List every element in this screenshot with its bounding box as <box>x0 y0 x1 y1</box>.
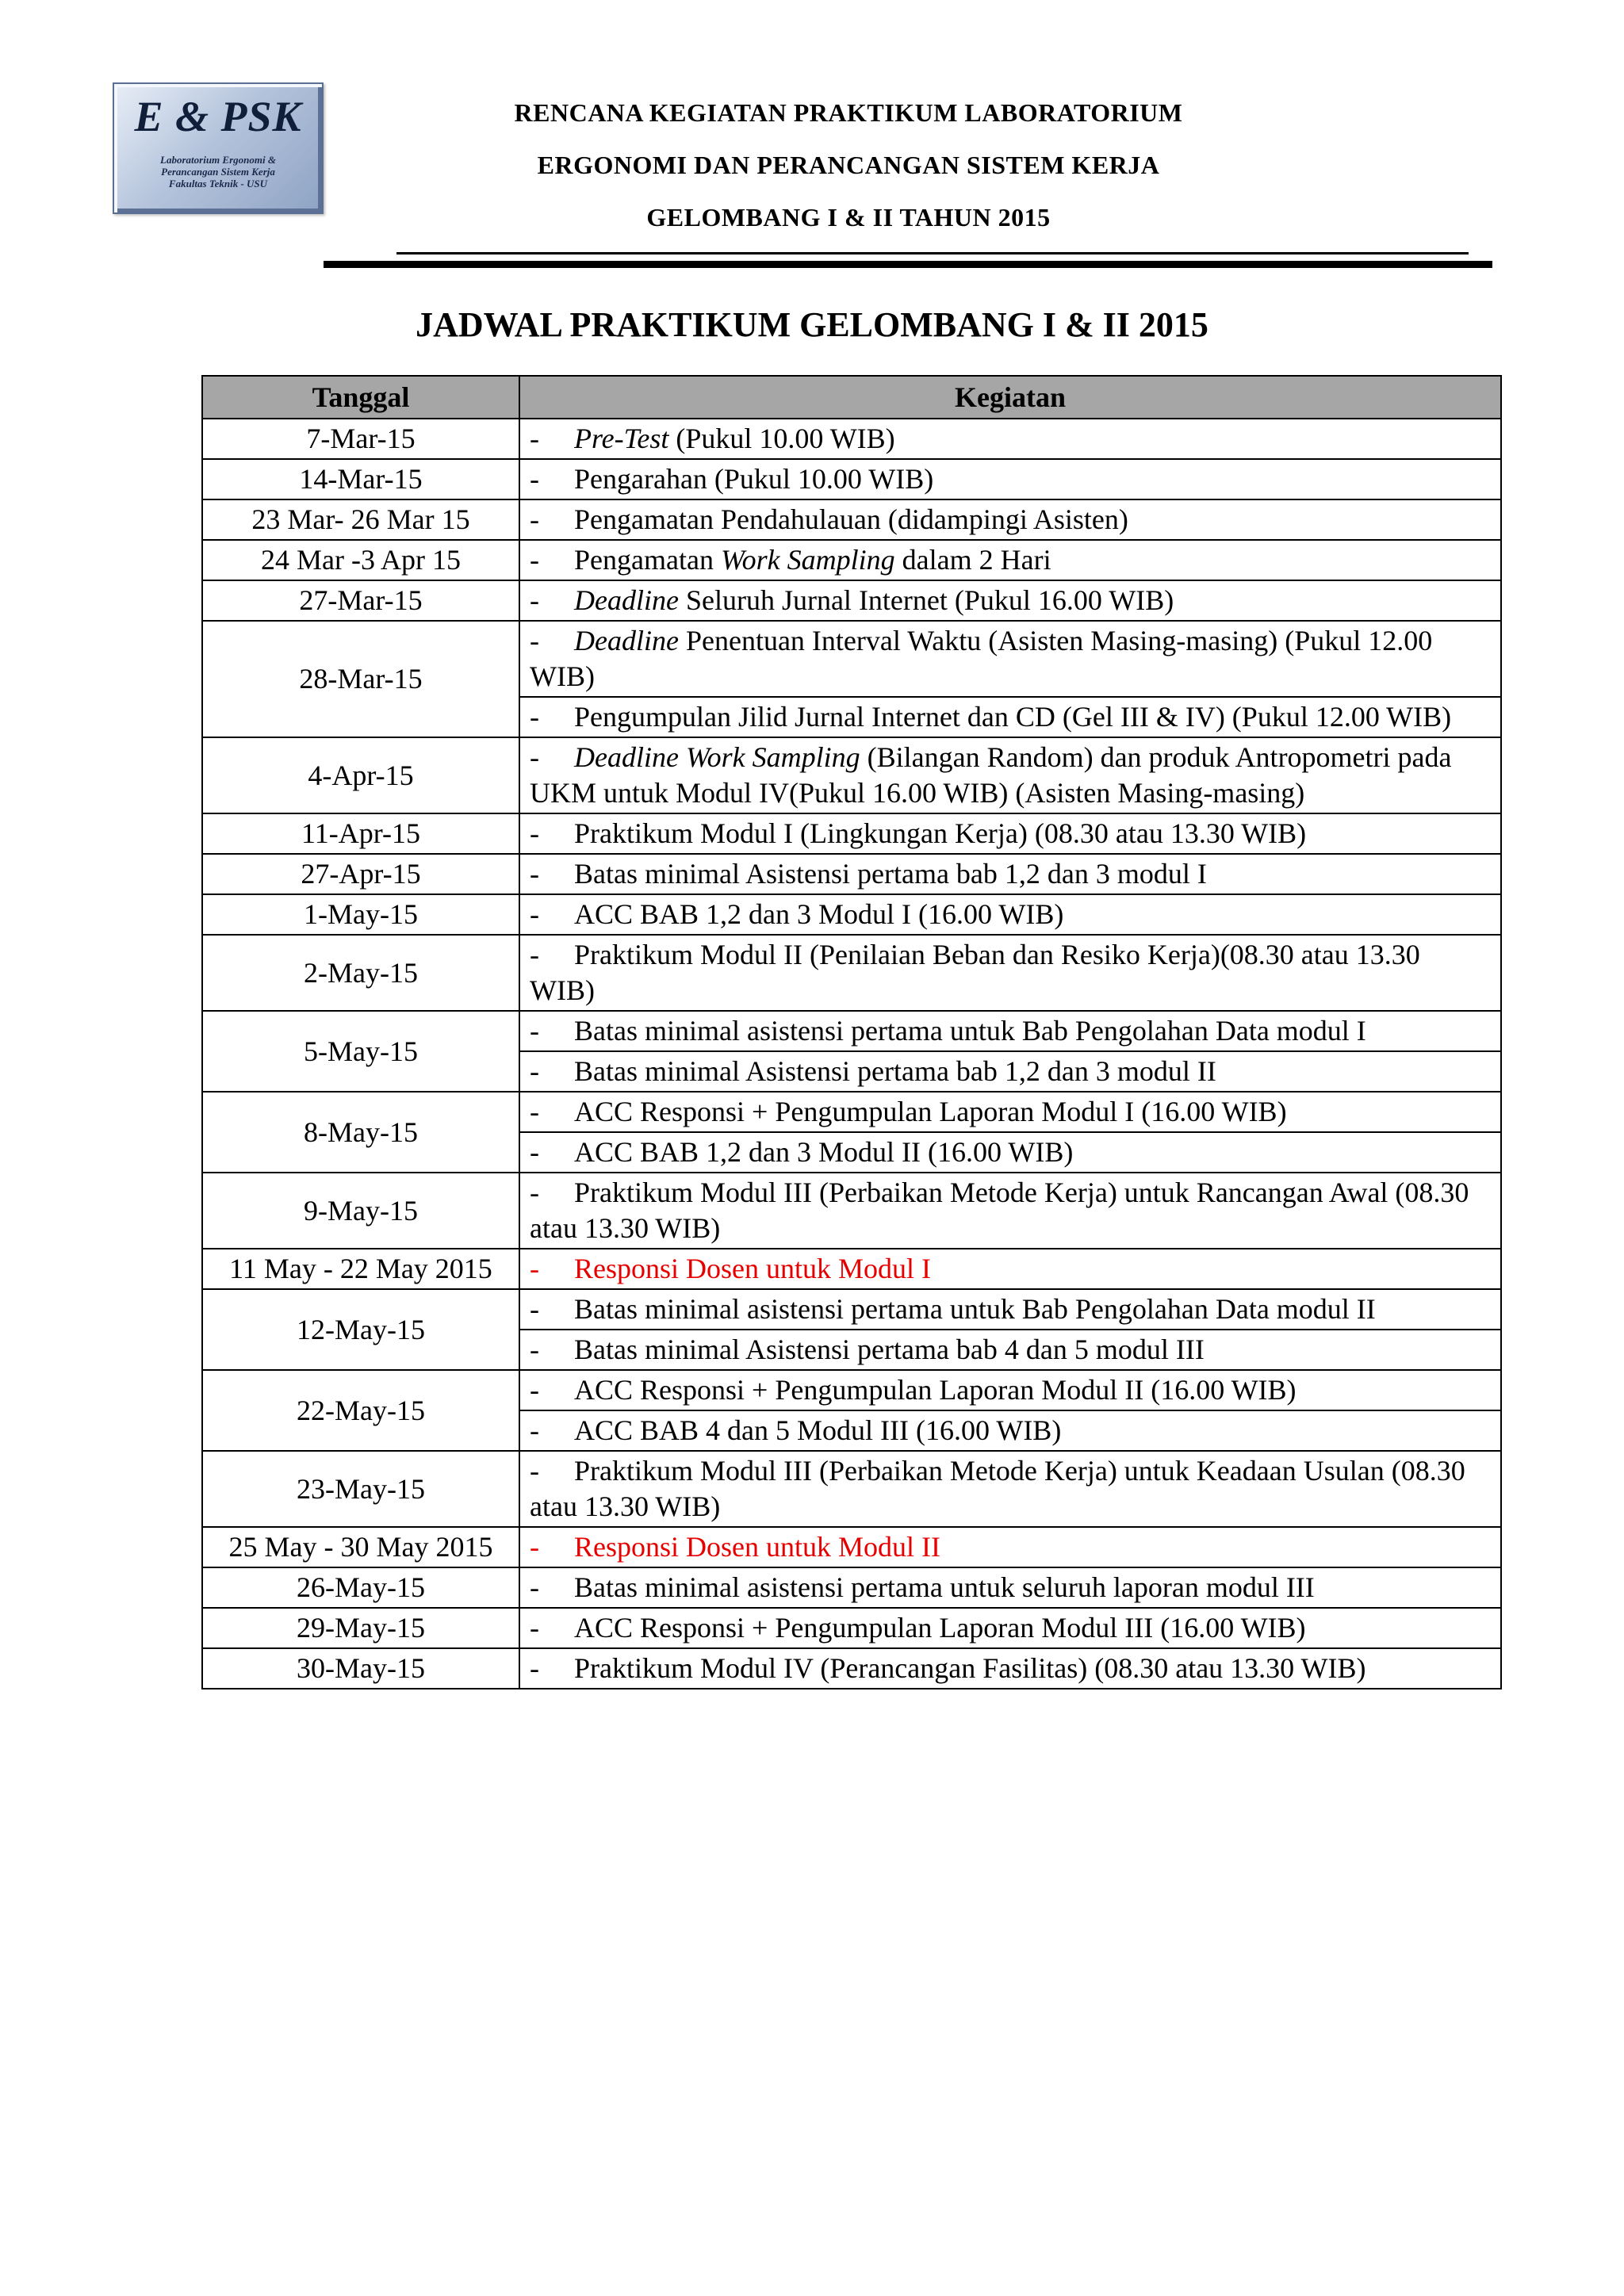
date-cell: 24 Mar -3 Apr 15 <box>202 540 519 580</box>
table-header-row <box>202 376 1501 419</box>
lab-logo <box>113 82 324 214</box>
date-cell: 23-May-15 <box>202 1451 519 1527</box>
header-line-1: RENCANA KEGIATAN PRAKTIKUM LABORATORIUM <box>514 98 1183 127</box>
date-cell: 11-Apr-15 <box>202 813 519 854</box>
table-row <box>202 1011 1501 1051</box>
date-cell: 11 May - 22 May 2015 <box>202 1249 519 1289</box>
table-row <box>202 540 1501 580</box>
table-row <box>202 419 1501 459</box>
activity-cell: - Pengamatan Work Sampling dalam 2 Hari <box>519 540 1501 580</box>
logo-title: E & PSK <box>134 93 302 140</box>
date-cell: 2-May-15 <box>202 935 519 1011</box>
date-cell: 8-May-15 <box>202 1092 519 1173</box>
activity-cell: - ACC Responsi + Pengumpulan Laporan Modul I (16.00 WIB) <box>519 1092 1501 1132</box>
activity-cell: - Pre-Test (Pukul 10.00 WIB) <box>519 419 1501 459</box>
schedule-body <box>202 419 1501 1689</box>
date-cell: 14-Mar-15 <box>202 459 519 499</box>
table-row <box>202 1608 1501 1648</box>
activity-cell: - Praktikum Modul III (Perbaikan Metode Kerja) untuk Keadaan Usulan (08.30 atau 13.30 WIB) <box>519 1451 1501 1527</box>
table-row <box>202 1173 1501 1249</box>
activity-cell: - Praktikum Modul II (Penilaian Beban dan Resiko Kerja)(08.30 atau 13.30 WIB) <box>519 935 1501 1011</box>
date-cell: 5-May-15 <box>202 1011 519 1092</box>
table-row <box>202 1249 1501 1289</box>
table-row <box>202 499 1501 540</box>
activity-cell: - ACC BAB 1,2 dan 3 Modul I (16.00 WIB) <box>519 894 1501 935</box>
table-row <box>202 1527 1501 1567</box>
activity-cell: - Batas minimal Asistensi pertama bab 4 dan 5 modul III <box>519 1330 1501 1370</box>
table-row <box>202 935 1501 1011</box>
header-rule-thin <box>396 252 1469 254</box>
column-header-date: Tanggal <box>202 376 519 419</box>
activity-cell: - Deadline Penentuan Interval Waktu (Asisten Masing-masing) (Pukul 12.00 WIB) <box>519 621 1501 697</box>
table-row <box>202 813 1501 854</box>
header-line-2: ERGONOMI DAN PERANCANGAN SISTEM KERJA <box>537 151 1160 179</box>
table-row <box>202 621 1501 697</box>
document-title: JADWAL PRAKTIKUM GELOMBANG I & II 2015 <box>416 305 1208 344</box>
table-row <box>202 1451 1501 1527</box>
date-cell: 25 May - 30 May 2015 <box>202 1527 519 1567</box>
date-cell: 30-May-15 <box>202 1648 519 1689</box>
activity-cell: - ACC BAB 1,2 dan 3 Modul II (16.00 WIB) <box>519 1132 1501 1173</box>
date-cell: 29-May-15 <box>202 1608 519 1648</box>
header-line-3: GELOMBANG I & II TAHUN 2015 <box>646 203 1051 232</box>
table-row <box>202 580 1501 621</box>
activity-cell: - Praktikum Modul III (Perbaikan Metode Kerja) untuk Rancangan Awal (08.30 atau 13.30 WIB) <box>519 1173 1501 1249</box>
table-row <box>202 737 1501 813</box>
activity-cell: - ACC Responsi + Pengumpulan Laporan Modul III (16.00 WIB) <box>519 1608 1501 1648</box>
date-cell: 12-May-15 <box>202 1289 519 1370</box>
activity-cell: - Batas minimal asistensi pertama untuk Bab Pengolahan Data modul II <box>519 1289 1501 1330</box>
activity-cell: - Batas minimal Asistensi pertama bab 1,2 dan 3 modul I <box>519 854 1501 894</box>
header-rule-thick <box>324 261 1492 268</box>
activity-cell: - Batas minimal asistensi pertama untuk seluruh laporan modul III <box>519 1567 1501 1608</box>
schedule-table <box>201 375 1502 1689</box>
column-header-activity: Kegiatan <box>519 376 1501 419</box>
activity-cell: - ACC BAB 4 dan 5 Modul III (16.00 WIB) <box>519 1410 1501 1451</box>
table-row <box>202 1648 1501 1689</box>
date-cell: 1-May-15 <box>202 894 519 935</box>
date-cell: 28-Mar-15 <box>202 621 519 737</box>
activity-cell: - Praktikum Modul I (Lingkungan Kerja) (08.30 atau 13.30 WIB) <box>519 813 1501 854</box>
table-row <box>202 1092 1501 1132</box>
activity-cell: - Batas minimal Asistensi pertama bab 1,2 dan 3 modul II <box>519 1051 1501 1092</box>
date-cell: 27-Apr-15 <box>202 854 519 894</box>
table-row <box>202 1370 1501 1410</box>
activity-cell: - ACC Responsi + Pengumpulan Laporan Modul II (16.00 WIB) <box>519 1370 1501 1410</box>
activity-cell: - Deadline Seluruh Jurnal Internet (Pukul 16.00 WIB) <box>519 580 1501 621</box>
activity-cell: - Batas minimal asistensi pertama untuk Bab Pengolahan Data modul I <box>519 1011 1501 1051</box>
table-row <box>202 1289 1501 1330</box>
activity-cell: - Pengarahan (Pukul 10.00 WIB) <box>519 459 1501 499</box>
date-cell: 26-May-15 <box>202 1567 519 1608</box>
table-row <box>202 1567 1501 1608</box>
date-cell: 9-May-15 <box>202 1173 519 1249</box>
activity-cell: - Praktikum Modul IV (Perancangan Fasilitas) (08.30 atau 13.30 WIB) <box>519 1648 1501 1689</box>
activity-cell: - Pengumpulan Jilid Jurnal Internet dan CD (Gel III & IV) (Pukul 12.00 WIB) <box>519 697 1501 737</box>
date-cell: 27-Mar-15 <box>202 580 519 621</box>
activity-cell: - Responsi Dosen untuk Modul II <box>519 1527 1501 1567</box>
table-row <box>202 894 1501 935</box>
date-cell: 7-Mar-15 <box>202 419 519 459</box>
date-cell: 22-May-15 <box>202 1370 519 1451</box>
logo-subtitle: Laboratorium Ergonomi & Perancangan Sistem Kerja Fakultas Teknik - USU <box>160 154 276 189</box>
table-row <box>202 459 1501 499</box>
activity-cell: - Pengamatan Pendahulauan (didampingi Asisten) <box>519 499 1501 540</box>
table-row <box>202 854 1501 894</box>
date-cell: 23 Mar- 26 Mar 15 <box>202 499 519 540</box>
activity-cell: - Deadline Work Sampling (Bilangan Random) dan produk Antropometri pada UKM untuk Modul IV(Pukul 16.00 WIB) (Asisten Masing-masing) <box>519 737 1501 813</box>
date-cell: 4-Apr-15 <box>202 737 519 813</box>
activity-cell: - Responsi Dosen untuk Modul I <box>519 1249 1501 1289</box>
